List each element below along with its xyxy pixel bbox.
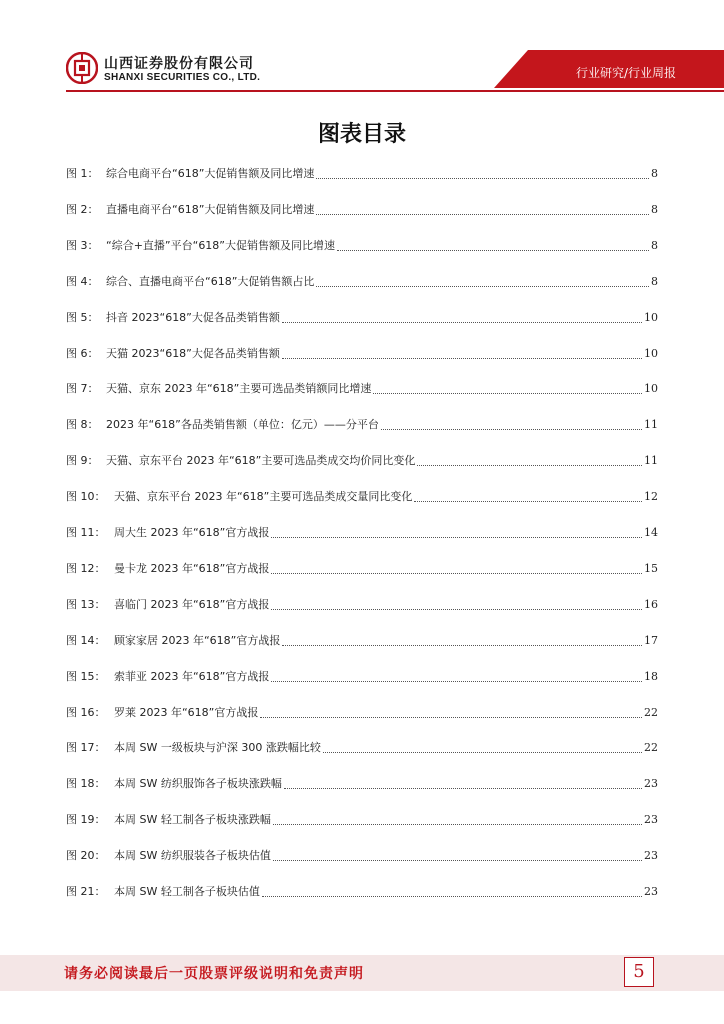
toc-entry-page: 11: [644, 418, 658, 432]
toc-entry-title: 罗莱 2023 年“618”官方战报: [114, 705, 259, 719]
toc-entry-title: 2023 年“618”各品类销售额（单位：亿元）——分平台: [106, 418, 379, 432]
toc-entry-title: 天猫、京东 2023 年“618”主要可选品类销额同比增速: [106, 382, 372, 396]
toc-entry-page: 10: [644, 346, 658, 360]
toc-dot-leader: [381, 429, 642, 430]
toc-entry-title: 索菲亚 2023 年“618”官方战报: [114, 669, 270, 683]
toc-entry-page: 23: [644, 813, 658, 827]
toc-entry[interactable]: [66, 417, 658, 433]
toc-entry[interactable]: [66, 597, 658, 613]
toc-entry-page: 11: [644, 454, 658, 468]
shanxi-securities-logo-icon: [66, 52, 98, 84]
toc-entry-number: 图 18：: [66, 777, 106, 791]
toc-entry-title: 综合、直播电商平台“618”大促销售额占比: [106, 274, 315, 288]
toc-entry-title: 本周 SW 轻工制各子板块涨跌幅: [114, 813, 271, 827]
toc-entry-number: 图 21：: [66, 885, 106, 898]
footer-disclaimer: 请务必阅读最后一页股票评级说明和免责声明: [64, 966, 364, 982]
toc-entry[interactable]: [66, 812, 658, 828]
toc-entry-page: 10: [644, 382, 658, 396]
toc-entry-page: 22: [644, 741, 658, 755]
toc-dot-leader: [282, 645, 642, 646]
toc-entry[interactable]: [66, 669, 658, 685]
toc-entry-number: 图 20：: [66, 849, 106, 863]
toc-entry[interactable]: [66, 310, 658, 326]
toc-entry[interactable]: [66, 346, 658, 362]
toc-entry-number: 图 15：: [66, 669, 106, 683]
toc-entry-title: 顾家家居 2023 年“618”官方战报: [114, 633, 281, 647]
header-divider: [66, 90, 724, 92]
toc-entry-title: 喜临门 2023 年“618”官方战报: [114, 597, 270, 611]
toc-entry-title: 天猫、京东平台 2023 年“618”主要可选品类成交均价同比变化: [106, 454, 416, 468]
report-category: 行业研究/行业周报: [575, 66, 676, 80]
toc-entry[interactable]: [66, 884, 658, 900]
toc-dot-leader: [337, 250, 649, 251]
page-header: [0, 0, 724, 100]
toc-dot-leader: [316, 214, 649, 215]
toc-entry-number: 图 7：: [66, 382, 99, 396]
toc-dot-leader: [260, 717, 642, 718]
toc-entry-number: 图 2：: [66, 202, 99, 216]
toc-entry-title: 本周 SW 纺织服饰各子板块涨跌幅: [114, 777, 282, 791]
toc-entry-number: 图 6：: [66, 346, 99, 360]
toc-entry-page: 16: [644, 597, 658, 611]
toc-dot-leader: [414, 501, 642, 502]
toc-entry-title: 综合电商平台“618”大促销售额及同比增速: [106, 167, 315, 180]
toc-entry-page: 23: [644, 849, 658, 863]
toc-dot-leader: [284, 788, 642, 789]
toc-dot-leader: [271, 609, 642, 610]
toc-entry-page: 23: [644, 885, 658, 898]
toc-entry-page: 14: [644, 526, 658, 539]
toc-entry[interactable]: [66, 776, 658, 792]
toc-entry[interactable]: [66, 525, 658, 541]
toc-entry-number: 图 5：: [66, 310, 99, 324]
toc-entry-number: 图 17：: [66, 741, 106, 755]
toc-entry-number: 图 11：: [66, 526, 106, 539]
company-name-cn: 山西证券股份有限公司: [104, 56, 254, 72]
toc-dot-leader: [271, 681, 642, 682]
toc-entry-title: 本周 SW 轻工制各子板块估值: [114, 885, 260, 898]
toc-entry-page: 17: [644, 633, 658, 647]
toc-entry-number: 图 4：: [66, 274, 99, 288]
toc-entry-number: 图 1：: [66, 167, 99, 180]
toc-entry-page: 8: [651, 238, 658, 252]
toc-entry[interactable]: [66, 166, 658, 182]
toc-entry-number: 图 8：: [66, 418, 99, 432]
toc-entry-page: 8: [651, 167, 658, 180]
toc-entry-title: 本周 SW 一级板块与沪深 300 涨跌幅比较: [114, 741, 321, 755]
toc-entry-title: 本周 SW 纺织服装各子板块估值: [114, 849, 271, 863]
toc-entry-title: 曼卡龙 2023 年“618”官方战报: [114, 561, 270, 575]
toc-dot-leader: [273, 824, 642, 825]
toc-entry-page: 12: [644, 490, 658, 504]
toc-entry-page: 8: [651, 202, 658, 216]
page-title: 图表目录: [317, 122, 406, 147]
toc-dot-leader: [316, 286, 649, 287]
toc-entry-title: “综合+直播”平台“618”大促销售额及同比增速: [106, 238, 336, 252]
toc-entry[interactable]: [66, 705, 658, 721]
toc-entry[interactable]: [66, 381, 658, 397]
toc-entry-number: 图 19：: [66, 813, 106, 827]
toc-entry-number: 图 10：: [66, 490, 106, 504]
toc-dot-leader: [316, 178, 649, 179]
toc-dot-leader: [271, 573, 642, 574]
toc-entry-number: 图 14：: [66, 633, 106, 647]
toc-entry-number: 图 3：: [66, 238, 99, 252]
toc-entry-title: 天猫、京东平台 2023 年“618”主要可选品类成交量同比变化: [114, 490, 413, 504]
toc-entry-page: 22: [644, 705, 658, 719]
toc-entry[interactable]: [66, 202, 658, 218]
toc-entry-number: 图 9：: [66, 454, 99, 468]
toc-dot-leader: [271, 537, 642, 538]
toc-entry[interactable]: [66, 238, 658, 254]
toc-entry-page: 8: [651, 274, 658, 288]
toc-dot-leader: [273, 860, 642, 861]
toc-dot-leader: [282, 358, 642, 359]
toc-entry-title: 抖音 2023“618”大促各品类销售额: [106, 310, 280, 324]
toc-dot-leader: [323, 752, 642, 753]
toc-entry[interactable]: [66, 633, 658, 649]
toc-dot-leader: [417, 465, 642, 466]
toc-entry-title: 周大生 2023 年“618”官方战报: [114, 526, 270, 539]
toc-entry[interactable]: [66, 848, 658, 864]
toc-entry[interactable]: [66, 740, 658, 756]
toc-entry-number: 图 12：: [66, 561, 106, 575]
company-name-en: SHANXI SECURITIES CO., LTD.: [104, 72, 261, 83]
toc-entry-page: 18: [644, 669, 658, 683]
toc-entry-title: 直播电商平台“618”大促销售额及同比增速: [106, 202, 315, 216]
toc-entry-number: 图 16：: [66, 705, 106, 719]
toc-entry-page: 15: [644, 561, 658, 575]
toc-entry-page: 10: [644, 310, 658, 324]
toc-entry-title: 天猫 2023“618”大促各品类销售额: [106, 346, 280, 360]
toc-entry[interactable]: [66, 489, 658, 505]
toc-entry-number: 图 13：: [66, 597, 106, 611]
toc-dot-leader: [282, 322, 642, 323]
page-number: 5: [624, 957, 654, 987]
toc-entry-page: 23: [644, 777, 658, 791]
toc-dot-leader: [262, 896, 642, 897]
toc-entry[interactable]: [66, 274, 658, 290]
toc-dot-leader: [373, 393, 642, 394]
toc-entry[interactable]: [66, 453, 658, 469]
toc-entry[interactable]: [66, 561, 658, 577]
